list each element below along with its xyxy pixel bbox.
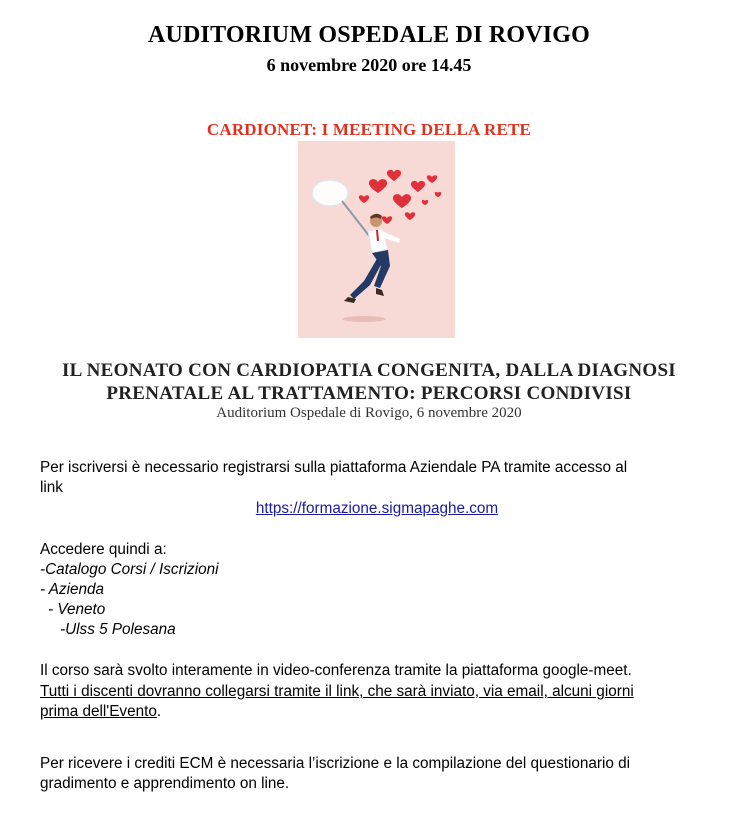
course-text-line2: Tutti i discenti dovranno collegarsi tramite il link, che sarà inviato, via email, alcuni giorni bbox=[40, 683, 634, 700]
course-text-line3: prima dell'Evento bbox=[40, 703, 157, 720]
hearts-icon bbox=[359, 170, 441, 237]
event-date: 6 novembre 2020 ore 14.45 bbox=[266, 55, 472, 75]
registration-link[interactable]: https://formazione.sigmapaghe.com bbox=[255, 500, 499, 517]
man-catching-hearts-with-net-illustration bbox=[298, 141, 455, 338]
registration-text-line1: Per iscriversi è necessario registrarsi sulla piattaforma Aziendale PA tramite accesso al bbox=[40, 459, 628, 476]
page-title: AUDITORIUM OSPEDALE DI ROVIGO bbox=[147, 22, 591, 48]
course-text-period: . bbox=[156, 703, 162, 720]
ecm-text-line1: Per ricevere i crediti ECM è necessaria l’iscrizione e la compilazione del questionario di bbox=[40, 755, 631, 772]
steps-intro: Accedere quindi a: bbox=[40, 541, 167, 558]
registration-text-line2: link bbox=[40, 479, 63, 496]
ecm-text-line2: gradimento e apprendimento on line. bbox=[40, 775, 290, 792]
event-name: CARDIONET: I MEETING DELLA RETE bbox=[206, 120, 532, 139]
step-veneto: - Veneto bbox=[48, 601, 106, 618]
step-ulss: -Ulss 5 Polesana bbox=[60, 621, 176, 638]
program-title-line2: PRENATALE AL TRATTAMENTO: PERCORSI CONDIVISI bbox=[106, 383, 632, 404]
program-title-line1: IL NEONATO CON CARDIOPATIA CONGENITA, DALLA DIAGNOSI bbox=[61, 360, 677, 381]
program-venue: Auditorium Ospedale di Rovigo, 6 novembre 2020 bbox=[216, 405, 522, 421]
step-azienda: - Azienda bbox=[40, 581, 105, 598]
step-catalogo: -Catalogo Corsi / Iscrizioni bbox=[40, 561, 219, 578]
course-text-line1: Il corso sarà svolto interamente in video-conferenza tramite la piattaforma google-meet. bbox=[40, 662, 632, 679]
